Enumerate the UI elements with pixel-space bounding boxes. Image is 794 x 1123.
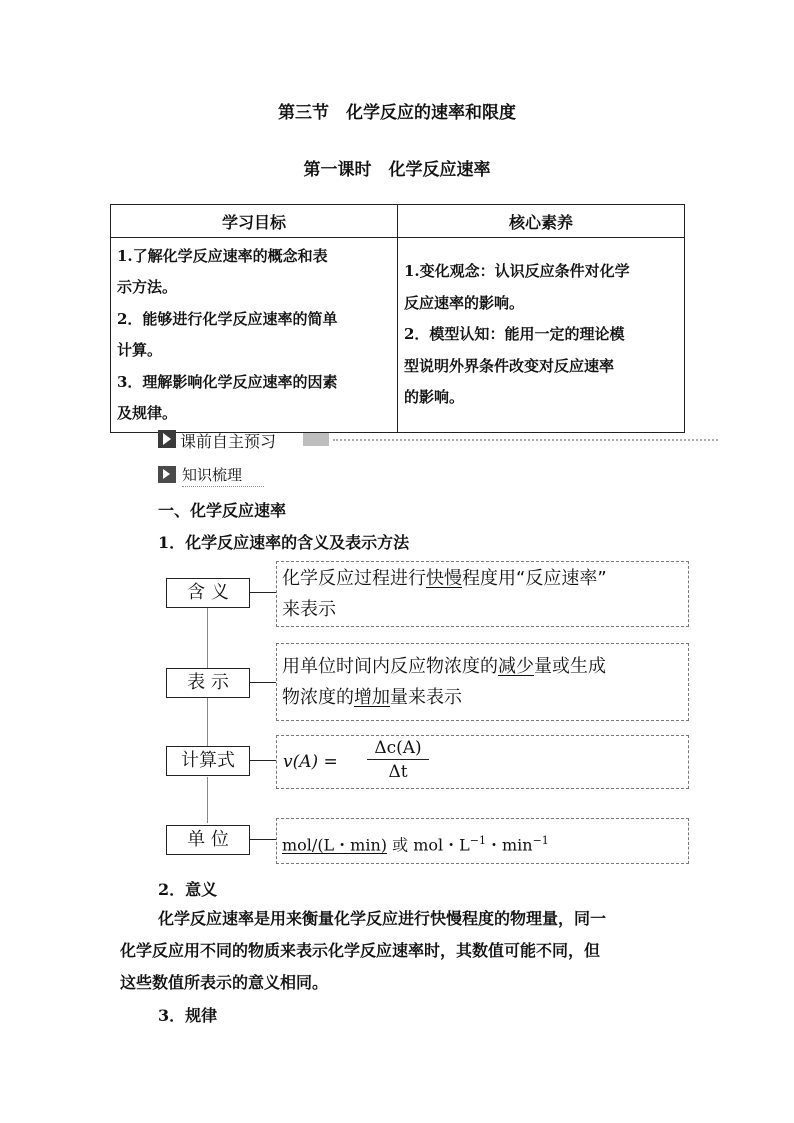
- objectives-table: [110, 204, 685, 433]
- paragraph-line: 化学反应速率是用来衡量化学反应进行快慢程度的物理量，同一: [158, 909, 607, 928]
- label-meaning: 含 义: [166, 578, 250, 608]
- literacy-line: 1.变化观念：认识反应条件对化学: [404, 262, 630, 281]
- meaning-box: [276, 561, 689, 627]
- section-header-divider: [333, 439, 718, 441]
- literacy-line: 反应速率的影响。: [404, 293, 525, 312]
- goal-line: 计算。: [117, 341, 163, 359]
- paragraph-line: 这些数值所表示的意义相同。: [120, 973, 329, 992]
- section-header-bar: [303, 433, 329, 446]
- meaning-text: 程度用“反应速率”: [462, 568, 607, 589]
- meaning-text: 来表示: [282, 599, 336, 620]
- formula-denominator: Δt: [388, 762, 408, 782]
- unit-box: [276, 818, 689, 864]
- heading-rules: 3．规律: [158, 1006, 218, 1025]
- unit-exponent: −1: [469, 834, 486, 847]
- formula-box: [276, 735, 689, 789]
- diagram-connector: [250, 760, 276, 761]
- representation-text: 量来表示: [390, 687, 462, 708]
- section-header-text: 课前自主预习: [180, 432, 277, 451]
- unit-main: mol/(L・min): [282, 835, 388, 855]
- label-unit: 单 位: [166, 825, 250, 855]
- sub-header-text: 知识梳理: [182, 466, 243, 484]
- representation-text: 用单位时间内反应物浓度的: [282, 656, 498, 677]
- representation-text: 物浓度的: [282, 687, 354, 708]
- meaning-keyword: 快慢: [426, 568, 462, 589]
- section-header: [158, 429, 718, 451]
- heading-meaning-representation: 1．化学反应速率的含义及表示方法: [158, 533, 410, 552]
- diagram-connector: [250, 682, 276, 683]
- literacy-line: 2．模型认知：能用一定的理论模: [404, 325, 625, 344]
- heading-reaction-rate: 一、化学反应速率: [158, 501, 287, 520]
- play-icon: [158, 430, 176, 448]
- goal-line: 示方法。: [117, 278, 178, 296]
- significance-paragraph: [120, 903, 680, 999]
- table-header-goals: 学习目标: [111, 205, 398, 238]
- goal-line: 1.了解化学反应速率的概念和表: [117, 246, 328, 265]
- diagram-connector: [250, 839, 276, 840]
- sub-header-underline: [182, 486, 264, 487]
- goal-line: 及规律。: [117, 404, 178, 422]
- meaning-text: 化学反应过程进行: [282, 568, 426, 589]
- diagram-connector-vertical: [207, 777, 208, 823]
- label-formula: 计算式: [166, 746, 250, 776]
- goal-line: 2．能够进行化学反应速率的简单: [117, 309, 338, 328]
- diagram-connector-vertical: [207, 608, 208, 669]
- page-title: 第三节 化学反应的速率和限度: [278, 103, 516, 123]
- unit-exponent: −1: [532, 834, 549, 847]
- representation-keyword: 减少: [498, 656, 534, 677]
- formula-numerator: Δc(A): [367, 737, 429, 760]
- diagram-connector: [250, 592, 276, 593]
- heading-significance: 2．意义: [158, 880, 218, 899]
- unit-alt: 或 mol・L: [387, 835, 470, 855]
- label-representation: 表 示: [166, 668, 250, 698]
- table-header-literacy: 核心素养: [398, 205, 685, 238]
- formula-lhs: v(A) =: [283, 752, 338, 772]
- lesson-subtitle: 第一课时 化学反应速率: [303, 160, 491, 180]
- play-icon: [158, 466, 176, 483]
- literacy-cell: [398, 238, 685, 433]
- representation-text: 量或生成: [534, 656, 606, 677]
- goals-cell: [111, 238, 398, 433]
- diagram-connector-vertical: [207, 698, 208, 746]
- literacy-line: 的影响。: [404, 388, 465, 407]
- representation-keyword: 增加: [354, 687, 390, 708]
- representation-box: [276, 643, 689, 721]
- paragraph-line: 化学反应用不同的物质来表示化学反应速率时，其数值可能不同，但: [120, 941, 601, 960]
- unit-alt: ・min: [485, 835, 533, 855]
- goal-line: 3．理解影响化学反应速率的因素: [117, 372, 338, 391]
- literacy-line: 型说明外界条件改变对反应速率: [404, 356, 615, 375]
